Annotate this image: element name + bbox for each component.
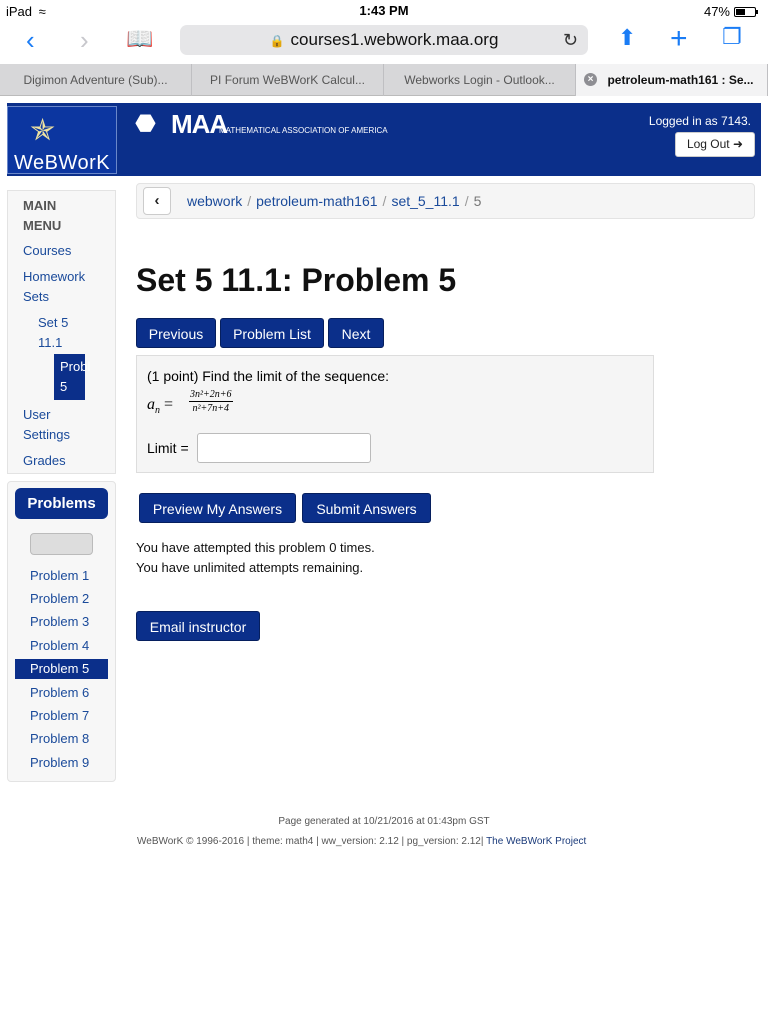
tabs-overview-icon[interactable]: ❐ [722, 24, 742, 49]
problem-link-5[interactable]: Problem 5 [15, 659, 108, 679]
email-instructor-button[interactable]: Email instructor [136, 611, 260, 641]
logged-in-label: Logged in as 7143. [648, 114, 751, 128]
problems-panel [7, 481, 116, 782]
logout-button[interactable] [675, 132, 755, 157]
logo-text: WeBWorK [14, 152, 111, 174]
limit-input[interactable] [197, 433, 371, 463]
new-tab-icon[interactable]: + [670, 22, 688, 55]
footer-copyright: WeBWorK © 1996-2016 | theme: math4 | ww_version: 2.12 | pg_version: 2.12| The WeBWorK Project [137, 836, 587, 847]
logout-icon: ➜ [732, 137, 744, 151]
preview-answers-button[interactable]: Preview My Answers [139, 493, 296, 523]
close-tab-icon[interactable]: × [584, 73, 597, 86]
forward-icon[interactable]: › [80, 25, 89, 55]
clock: 1:43 PM [359, 3, 409, 18]
browser-toolbar [0, 22, 768, 62]
crumb-current: 5 [473, 193, 482, 209]
breadcrumb-back-button[interactable] [143, 187, 171, 215]
problem-link-7[interactable]: Problem 7 [30, 708, 90, 723]
tab-pi-forum[interactable]: PI Forum WeBWorK Calcul... [192, 64, 384, 96]
limit-label: Limit = [147, 440, 189, 456]
submit-answers-button[interactable]: Submit Answers [302, 493, 431, 523]
tab-label: petroleum-math161 : Se... [607, 73, 754, 87]
webwork-header [7, 103, 761, 176]
battery-status [704, 4, 756, 19]
maa-acronym: MAA [171, 109, 228, 139]
breadcrumb: ‹ webwork / petroleum-math161 / set_5_11.1 / 5 [136, 183, 755, 219]
crumb-set[interactable]: set_5_11.1 [391, 193, 460, 209]
menu-homework-sets[interactable]: Homework Sets [23, 269, 86, 304]
problem-link-4[interactable]: Problem 4 [30, 638, 90, 653]
page-title: Set 5 11.1: Problem 5 [136, 262, 457, 298]
share-icon[interactable]: ⬆ [618, 25, 637, 50]
address-bar[interactable] [180, 25, 588, 55]
problem-list-button[interactable]: Problem List [220, 318, 324, 348]
main-menu [7, 190, 116, 474]
remaining-message: You have unlimited attempts remaining. [136, 560, 364, 575]
problems-title: Problems [15, 488, 108, 519]
problem-link-3[interactable]: Problem 3 [30, 614, 90, 629]
main-menu-title: MAIN MENU [23, 198, 62, 233]
wifi-icon: ≈ [38, 4, 46, 19]
tab-digimon[interactable]: Digimon Adventure (Sub)... [0, 64, 192, 96]
problem-link-8[interactable]: Problem 8 [30, 731, 90, 746]
previous-button[interactable]: Previous [136, 318, 216, 348]
logout-label: Log Out [686, 137, 730, 151]
tab-petroleum-math161[interactable] [576, 64, 768, 96]
battery-percent: 47% [703, 4, 730, 19]
status-bar [0, 0, 768, 22]
attempts-message: You have attempted this problem 0 times. [136, 540, 375, 555]
next-button[interactable]: Next [328, 318, 384, 348]
crumb-course[interactable]: petroleum-math161 [256, 193, 378, 209]
webwork-logo[interactable] [7, 106, 117, 174]
problem-selector[interactable] [30, 533, 93, 555]
url-text: courses1.webwork.maa.org [290, 30, 499, 49]
problem-link-6[interactable]: Problem 6 [30, 685, 90, 700]
chevron-left-icon: ‹ [154, 192, 160, 209]
reload-icon[interactable]: ↻ [562, 30, 578, 50]
formula-denominator: n²+7n+4 [192, 403, 229, 414]
bookmarks-icon[interactable]: 📖 [126, 26, 154, 51]
menu-current-problem[interactable]: Probl 5 [54, 354, 85, 400]
problem-prompt: (1 point) Find the limit of the sequence: [147, 368, 390, 384]
webwork-project-link[interactable]: The WeBWorK Project [486, 836, 587, 847]
battery-icon [734, 7, 756, 17]
star-logo-icon: ✯ [30, 114, 56, 147]
menu-user-settings[interactable]: User Settings [23, 407, 70, 442]
back-icon[interactable]: ‹ [26, 25, 35, 55]
device-label: iPad ≈ [6, 4, 46, 19]
maa-icosahedron-icon: ⬣ [135, 110, 156, 137]
menu-grades[interactable]: Grades [23, 453, 66, 468]
formula-numerator: 3n²+2n+6 [190, 389, 232, 400]
footer-generated: Page generated at 10/21/2016 at 01:43pm GST [278, 816, 490, 827]
maa-name: MATHEMATICAL ASSOCIATION OF AMERICA [219, 126, 388, 135]
lock-icon: 🔒 [269, 34, 285, 48]
problem-link-1[interactable]: Problem 1 [30, 568, 90, 583]
problem-link-2[interactable]: Problem 2 [30, 591, 90, 606]
crumb-webwork[interactable]: webwork [187, 193, 243, 209]
tab-bar [0, 64, 768, 96]
tab-outlook[interactable]: Webworks Login - Outlook... [384, 64, 576, 96]
problem-body: (1 point) Find the limit of the sequence: $a_n$ = $\frac{\text{3n²+2n+6}}{\text{n²+7n+4}}$ Limit = [136, 355, 654, 473]
menu-courses[interactable]: Courses [23, 243, 72, 258]
problem-link-9[interactable]: Problem 9 [30, 755, 90, 770]
menu-set-5[interactable]: Set 5 11.1 [38, 315, 69, 350]
